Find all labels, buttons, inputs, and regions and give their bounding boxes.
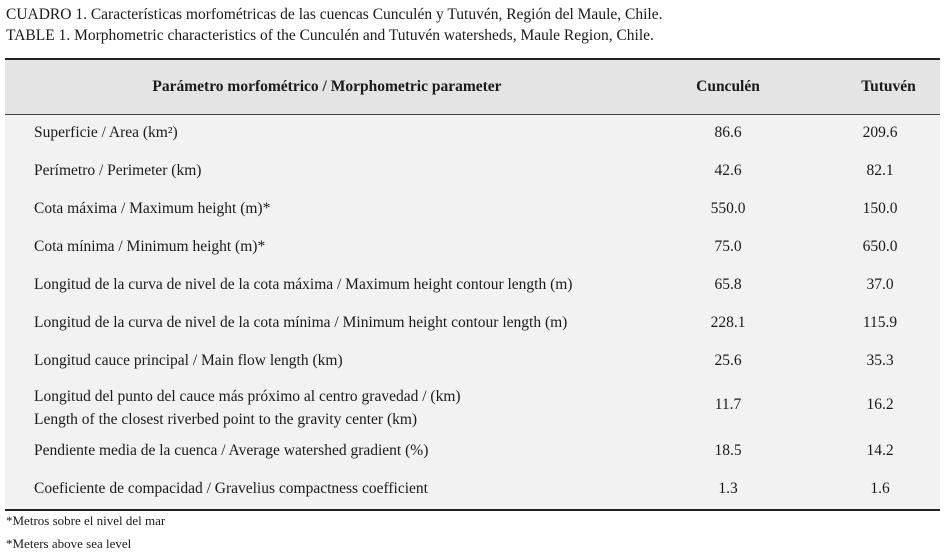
row-parameter: Superficie / Area (km²) [34,124,178,141]
row-value-cunculen: 18.5 [714,442,742,459]
table-row [5,153,940,191]
row-parameter [34,385,461,431]
table-row [5,191,940,229]
header-tutuven: Tutuvén [861,78,916,95]
row-value-tutuven: 650.0 [862,238,898,255]
row-parameter: Pendiente media de la cuenca / Average watershed gradient (%) [34,442,429,459]
table-row [5,381,940,433]
footnote-english: *Meters above sea level [6,536,132,551]
table-body [5,115,940,509]
row-parameter-line1: Longitud del punto del cauce más próximo al centro gravedad / (km) [34,388,461,405]
table-row [5,343,940,381]
table-row [5,433,940,471]
header-cunculen: Cunculén [696,78,760,95]
row-value-cunculen: 42.6 [714,162,742,179]
row-value-tutuven: 115.9 [862,314,898,331]
row-value-cunculen: 25.6 [714,352,742,369]
row-value-cunculen: 75.0 [714,238,742,255]
table-row [5,115,940,153]
caption-spanish: CUADRO 1. Características morfométricas de las cuencas Cunculén y Tutuvén, Región del Maule, Chile. [6,6,663,23]
morphometric-table [5,58,940,511]
row-value-cunculen: 86.6 [714,124,742,141]
table-row [5,229,940,267]
caption-english: TABLE 1. Morphometric characteristics of the Cunculén and Tutuvén watersheds, Maule Region, Chile. [6,27,654,44]
row-value-cunculen: 228.1 [710,314,746,331]
row-parameter: Cota mínima / Minimum height (m)* [34,238,266,255]
table-caption [6,4,662,46]
row-parameter: Perímetro / Perimeter (km) [34,162,202,179]
table-header-row [5,60,940,114]
row-parameter: Coeficiente de compacidad / Gravelius compactness coefficient [34,480,428,497]
row-value-tutuven: 209.6 [862,124,898,141]
header-parameter: Parámetro morfométrico / Morphometric parameter [152,78,502,95]
row-value-tutuven: 37.0 [866,276,894,293]
row-value-tutuven: 82.1 [866,162,894,179]
row-parameter: Longitud de la curva de nivel de la cota mínima / Minimum height contour length (m) [34,314,568,331]
row-value-tutuven: 14.2 [866,442,894,459]
table-row [5,305,940,343]
row-value-cunculen: 65.8 [714,276,742,293]
row-parameter: Longitud cauce principal / Main flow length (km) [34,352,343,369]
row-parameter: Longitud de la curva de nivel de la cota máxima / Maximum height contour length (m) [34,276,573,293]
table-row [5,267,940,305]
row-parameter-line2: Length of the closest riverbed point to the gravity center (km) [34,411,418,428]
row-value-cunculen: 550.0 [710,200,746,217]
row-value-tutuven: 16.2 [866,396,894,413]
row-value-tutuven: 35.3 [866,352,894,369]
row-value-tutuven: 150.0 [862,200,898,217]
table-footnotes [6,509,165,555]
row-value-cunculen: 11.7 [714,396,742,413]
footnote-spanish: *Metros sobre el nivel del mar [6,513,166,528]
row-value-tutuven: 1.6 [870,480,890,497]
row-parameter: Cota máxima / Maximum height (m)* [34,200,271,217]
row-value-cunculen: 1.3 [718,480,738,497]
table-row [5,471,940,509]
